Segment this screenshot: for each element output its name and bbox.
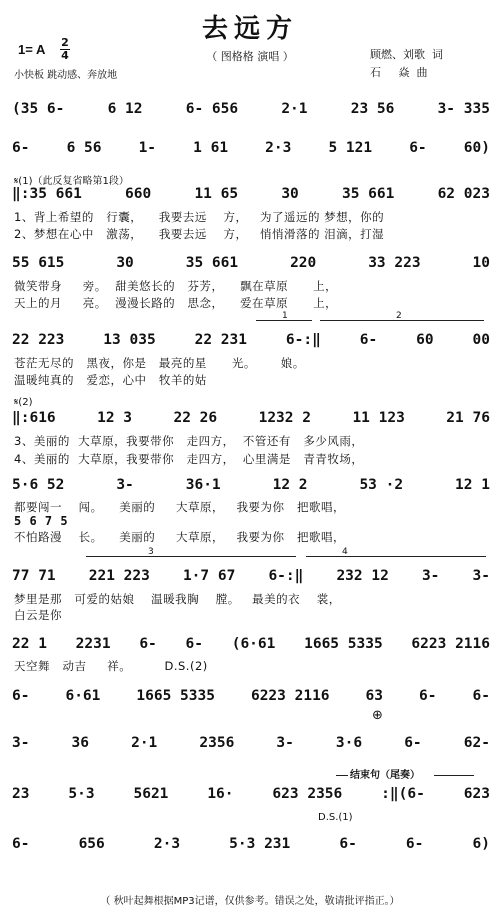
measure: 6 56 <box>66 140 102 156</box>
measure: 1665 5335 <box>136 688 215 704</box>
measure: 35 661 <box>185 255 239 271</box>
measure: 77 71 <box>12 568 56 584</box>
measure: 1665 5335 <box>304 636 383 652</box>
measure: 221 223 <box>88 568 150 584</box>
note-measures <box>12 140 490 156</box>
measure: 3- <box>12 735 30 751</box>
measure: :‖(6- <box>381 786 425 802</box>
note-measures <box>12 410 490 426</box>
time-signature <box>60 38 70 61</box>
measure: 36·1 <box>185 477 221 493</box>
measure: 12 1 <box>455 477 490 493</box>
segno-1-mark: 𝄋(1)（此反复省略第1段） <box>14 176 129 187</box>
score-row-6 <box>0 410 500 432</box>
lyric-line: 4、美丽的 大草原，我要带你 走四方， 心里满是 青青牧场， <box>14 452 364 466</box>
score-row-1 <box>0 101 500 123</box>
measure: 6- <box>404 735 422 751</box>
lyric-line: 苍茫无尽的 黑夜，你是 最亮的星 光。 娘。 <box>14 356 305 370</box>
measure: 22 1 <box>12 636 47 652</box>
measure: 5·3 <box>68 786 95 802</box>
measure: 6- <box>472 688 490 704</box>
volta-3-label: 3 <box>148 547 154 557</box>
measure: 6- <box>185 636 203 652</box>
lyric-line: 2、梦想在心中 激荡， 我要去远 方， 悄悄滑落的 泪滴，打湿 <box>14 227 385 241</box>
measure: 6- 656 <box>185 101 239 117</box>
measure: 22 231 <box>194 332 247 348</box>
note-measures <box>12 786 490 802</box>
measure: 220 <box>290 255 317 271</box>
note-measures <box>12 636 490 652</box>
measure: 22 223 <box>12 332 65 348</box>
score-row-2 <box>0 140 500 162</box>
lyric-line: 天空舞 动吉 祥。 D.S.(2) <box>14 659 208 673</box>
measure: 6-:‖ <box>268 568 304 584</box>
time-signature-top: 2 <box>61 36 69 49</box>
measure: 5621 <box>133 786 169 802</box>
volta-1-label: 1 <box>282 311 288 321</box>
measure: 36 <box>71 735 90 751</box>
measure: 6- <box>359 332 378 348</box>
singer-credit: （ 图格格 演唱 ） <box>206 50 294 63</box>
lyricist-credit: 顾燃、刘歌 词 <box>370 48 443 61</box>
measure: 12 2 <box>272 477 308 493</box>
measure: 1·7 67 <box>182 568 236 584</box>
measure: 12 3 <box>97 410 133 426</box>
time-signature-bottom: 4 <box>61 49 69 62</box>
measure: 2·1 <box>131 735 158 751</box>
key-signature: 1= A <box>18 42 46 57</box>
measure: 35 661 <box>341 186 395 202</box>
segno-2-mark: 𝄋(2) <box>14 397 33 408</box>
measure: 6-:‖ <box>285 332 321 348</box>
measure: 3- <box>472 568 490 584</box>
note-measures <box>12 477 490 493</box>
measure: 232 12 <box>336 568 389 584</box>
measure: 6·61 <box>65 688 101 704</box>
measure: ‖:616 <box>12 410 56 426</box>
note-measures <box>12 568 490 584</box>
measure: 3- 335 <box>437 101 490 117</box>
volta-2-bracket <box>320 320 484 321</box>
measure: 21 76 <box>446 410 490 426</box>
note-measures <box>12 101 490 117</box>
measure: 2·3 <box>153 836 181 852</box>
measure: 55 615 <box>12 255 65 271</box>
measure: 10 <box>472 255 490 271</box>
lyric-line: 都要闯一 闯。 美丽的 大草原， 我要为你 把歌唱， <box>14 500 345 514</box>
measure: 2·1 <box>281 101 308 117</box>
measure: 6 12 <box>107 101 143 117</box>
measure: ‖:35 661 <box>12 186 82 202</box>
volta-4-bracket <box>306 556 486 557</box>
note-measures <box>12 688 490 704</box>
measure: 60 <box>416 332 434 348</box>
measure: 23 56 <box>350 101 395 117</box>
lyric-line: 梦里是那 可爱的姑娘 温暖我胸 膛。 最美的衣 裳， <box>14 592 341 606</box>
measure: 23 <box>12 786 30 802</box>
measure: 1232 2 <box>258 410 311 426</box>
measure: 30 <box>281 186 299 202</box>
lyric-line: 白云是你 <box>14 608 62 622</box>
footer-note: （ 秋叶起舞根据MP3记谱，仅供参考。错误之处，敬请批评指正。） <box>100 896 400 907</box>
score-row-3 <box>0 186 500 208</box>
lyric-line: 1、背上希望的 行囊， 我要去远 方， 为了遥远的 梦想，你的 <box>14 210 385 224</box>
measure: (6·61 <box>231 636 276 652</box>
measure: 2231 <box>75 636 111 652</box>
measure: 62 023 <box>437 186 490 202</box>
lyric-line: 微笑带身 旁。 甜美悠长的 芬芳， 飘在草原 上， <box>14 279 338 293</box>
measure: 623 <box>463 786 490 802</box>
measure: 33 223 <box>368 255 421 271</box>
coda-icon: ⊕ <box>372 708 383 723</box>
measure: 3·6 <box>335 735 363 751</box>
note-measures <box>12 186 490 202</box>
song-title: 去远方 <box>201 14 298 44</box>
ending-label: 结束句（尾奏） <box>350 770 420 781</box>
measure: 2·3 <box>265 140 292 156</box>
measure: 11 123 <box>352 410 405 426</box>
measure: 6- <box>339 836 357 852</box>
alternate-notes: 5 6 7 5 <box>14 514 69 528</box>
score-row-5 <box>0 332 500 354</box>
measure: 5·6 52 <box>12 477 65 493</box>
ds-1-mark: D.S.(1) <box>318 812 353 823</box>
note-measures <box>12 836 490 852</box>
measure: 63 <box>365 688 384 704</box>
score-row-7 <box>0 477 500 499</box>
score-row-9 <box>0 636 500 658</box>
score-row-13 <box>0 836 500 858</box>
composer-credit: 石 焱 曲 <box>370 66 428 79</box>
measure: 13 035 <box>103 332 156 348</box>
measure: 3- <box>276 735 294 751</box>
lyric-line: 3、美丽的 大草原，我要带你 走四方， 不管还有 多少风雨， <box>14 434 364 448</box>
volta-4-label: 4 <box>342 547 348 557</box>
measure: 53 ·2 <box>359 477 404 493</box>
measure: 623 2356 <box>272 786 343 802</box>
measure: 16· <box>207 786 234 802</box>
tempo-marking: 小快板 跳动感、奔放地 <box>14 70 118 81</box>
score-row-10 <box>0 688 500 710</box>
measure: 6223 2116 <box>411 636 490 652</box>
note-measures <box>12 332 490 348</box>
lyric-line: 天上的月 亮。 漫漫长路的 思念， 爱在草原 上， <box>14 296 338 310</box>
note-measures <box>12 735 490 751</box>
measure: 6- <box>405 836 424 852</box>
note-measures <box>12 255 490 271</box>
ending-arrow-right <box>434 775 474 776</box>
score-row-8 <box>0 568 500 590</box>
measure: (35 6- <box>12 101 65 117</box>
volta-2-label: 2 <box>396 311 402 321</box>
ending-arrow-left <box>336 775 348 776</box>
measure: 30 <box>116 255 134 271</box>
measure: 62- <box>463 735 490 751</box>
measure: 11 65 <box>194 186 239 202</box>
measure: 6- <box>12 688 30 704</box>
measure: 22 26 <box>173 410 218 426</box>
measure: 6223 2116 <box>250 688 330 704</box>
measure: 2356 <box>199 735 235 751</box>
measure: 660 <box>125 186 152 202</box>
measure: 60) <box>463 140 490 156</box>
measure: 6- <box>419 688 437 704</box>
measure: 3- <box>421 568 440 584</box>
measure: 6- <box>12 836 30 852</box>
measure: 6- <box>12 140 30 156</box>
lyric-line: 不怕路漫 长。 美丽的 大草原， 我要为你 把歌唱， <box>14 530 345 544</box>
score-row-4 <box>0 255 500 277</box>
measure: 1- <box>138 140 157 156</box>
measure: 6- <box>409 140 427 156</box>
volta-3-bracket <box>86 556 296 557</box>
measure: 1 61 <box>193 140 229 156</box>
measure: 5·3 231 <box>229 836 291 852</box>
measure: 6- <box>139 636 157 652</box>
measure: 656 <box>78 836 105 852</box>
measure: 00 <box>472 332 490 348</box>
measure: 3- <box>116 477 134 493</box>
score-row-11 <box>0 735 500 757</box>
lyric-line: 温暖纯真的 爱恋，心中 牧羊的姑 <box>14 373 207 387</box>
score-row-12 <box>0 786 500 808</box>
measure: 6) <box>472 836 490 852</box>
measure: 5 121 <box>328 140 373 156</box>
